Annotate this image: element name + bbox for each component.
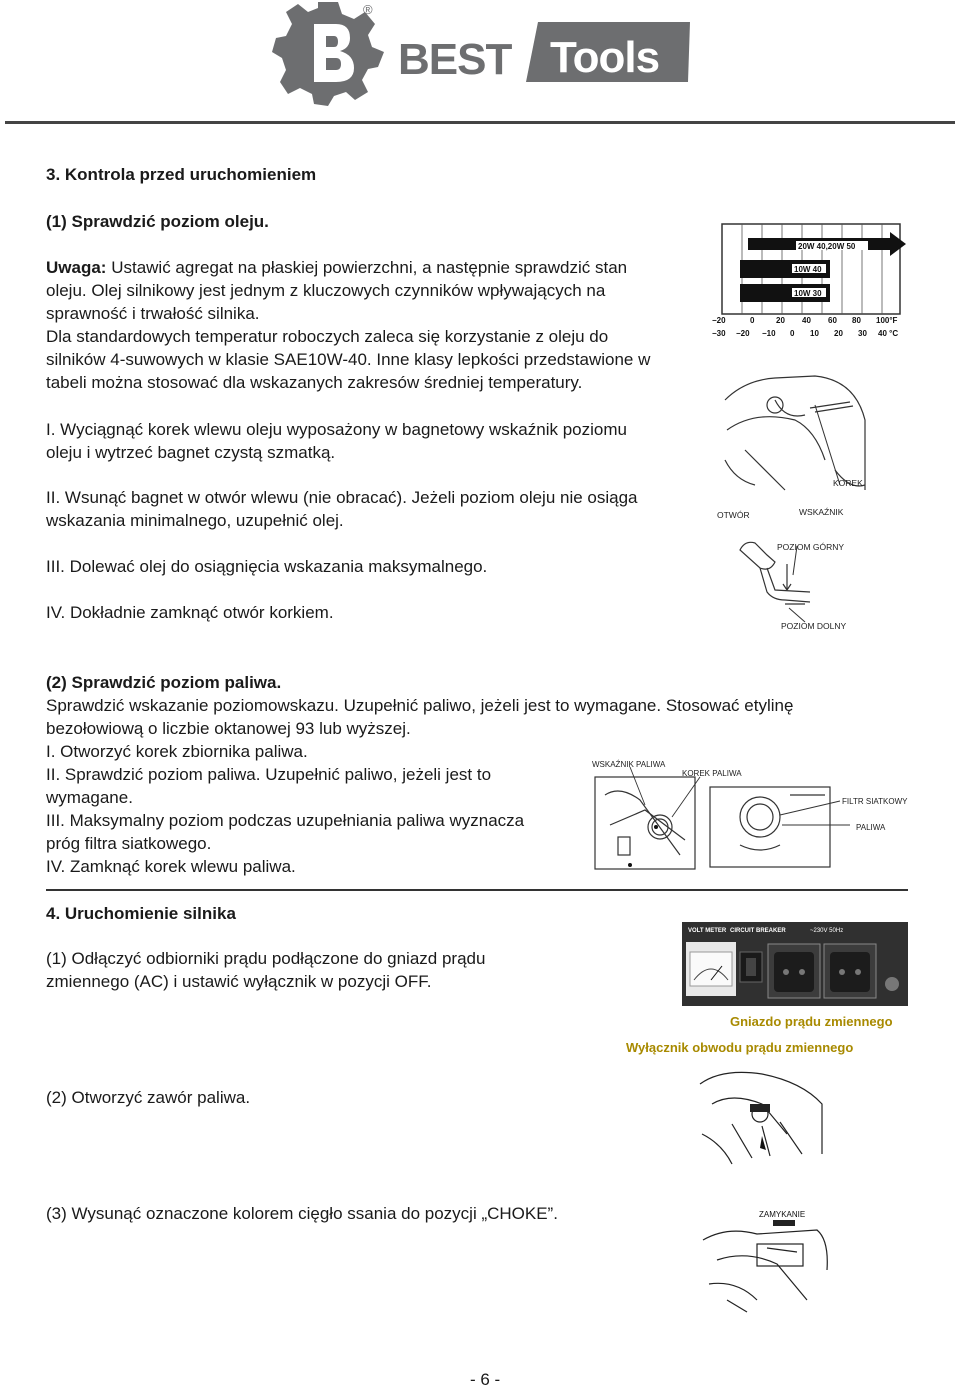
label-wylacznik: Wyłącznik obwodu prądu zmiennego (626, 1040, 854, 1055)
panel-label-volt: VOLT METER (688, 928, 727, 934)
oil-step-2 (46, 486, 638, 532)
fuel-line-5: III. Maksymalny poziom podczas uzupełniania paliwa wyznacza (46, 811, 525, 830)
section-divider (46, 889, 908, 891)
fuel-heading: (2) Sprawdzić poziom paliwa. (46, 673, 282, 692)
f-tick-4: 60 (828, 316, 837, 325)
start-step-1 (46, 947, 485, 993)
oil-step-3: III. Dolewać olej do osiągnięcia wskazania maksymalnego. (46, 557, 488, 576)
f-tick-3: 40 (802, 316, 811, 325)
note-line-1: oleju. Olej silnikowy jest jednym z kluczowych czynników wpływających na (46, 281, 606, 300)
label-wskaznik: WSKAŹNIK (799, 507, 844, 517)
label-gniazdo: Gniazdo prądu zmiennego (730, 1014, 893, 1029)
section4-title: 4. Uruchomienie silnika (46, 904, 236, 923)
note-line-0: Ustawić agregat na płaskiej powierzchni, a następnie sprawdzić stan (106, 258, 628, 277)
best-tools-logo (270, 0, 700, 110)
label-filtr-siatkowy: FILTR SIATKOWY (842, 797, 908, 806)
oil-heading: (1) Sprawdzić poziom oleju. (46, 212, 269, 231)
fuel-line-1: bezołowiową o liczbie oktanowej 93 lub wyższej. (46, 719, 411, 738)
header-divider (5, 121, 955, 124)
oil-step-1 (46, 418, 627, 464)
oil-step-4: IV. Dokładnie zamknąć otwór korkiem. (46, 603, 334, 622)
label-korek: KOREK (833, 478, 863, 488)
page-number: - 6 - (470, 1370, 501, 1389)
c-tick-6: 30 (858, 329, 867, 338)
f-tick-0: −20 (712, 316, 726, 325)
choke-photo (697, 1200, 837, 1318)
fuel-line-0: Sprawdzić wskazanie poziomowskazu. Uzupełnić paliwo, jeżeli jest to wymagane. Stosować etylinę (46, 696, 794, 715)
c-tick-7: 40 °C (878, 329, 899, 338)
bar-label-10w30: 10W 30 (794, 289, 822, 298)
c-tick-5: 20 (834, 329, 843, 338)
note-line-2: sprawność i trwałość silnika. (46, 304, 260, 323)
label-otwor: OTWÓR (717, 510, 750, 520)
note-label: Uwaga: (46, 258, 107, 277)
brand-word-tools: Tools (550, 33, 660, 82)
start-step-1-line-1: zmiennego (AC) i ustawić wyłącznik w pozycji OFF. (46, 972, 432, 991)
fuel-line-3: II. Sprawdzić poziom paliwa. Uzupełnić paliwo, jeżeli jest to (46, 765, 492, 784)
header (0, 0, 960, 125)
f-tick-1: 0 (750, 316, 755, 325)
fuel-line-4: wymagane. (46, 788, 133, 807)
note-line-4: silników 4-suwowych w klasie SAE10W-40. Inne klasy lepkości przedstawione w (46, 350, 651, 369)
oil-note (46, 256, 696, 394)
oil-step-2-line-0: II. Wsunąć bagnet w otwór wlewu (nie obracać). Jeżeli poziom oleju nie osiąga (46, 488, 638, 507)
panel-label-breaker: CIRCUIT BREAKER (730, 928, 786, 934)
fuel-line-7: IV. Zamknąć korek wlewu paliwa. (46, 857, 296, 876)
f-tick-2: 20 (776, 316, 785, 325)
brand-word-best: BEST (398, 35, 512, 84)
c-tick-2: −10 (762, 329, 776, 338)
label-zamykanie: ZAMYKANIE (759, 1210, 806, 1219)
panel-label-ac: ~230V 50Hz (810, 928, 844, 934)
bar-label-10w40: 10W 40 (794, 265, 822, 274)
label-poziom-dolny: POZIOM DOLNY (781, 621, 847, 631)
note-line-5: tabeli można stosować dla wskazanych zakresów średniej temperatury. (46, 373, 583, 392)
note-line-3: Dla standardowych temperatur roboczych zaleca się korzystanie z oleju do (46, 327, 609, 346)
label-korek-paliwa: KOREK PALIWA (682, 769, 742, 778)
label-poziom-gorny: POZIOM GÓRNY (777, 542, 845, 552)
start-step-3: (3) Wysunąć oznaczone kolorem cięgło ssania do pozycji „CHOKE”. (46, 1204, 558, 1223)
fuel-line-2: I. Otworzyć korek zbiornika paliwa. (46, 742, 308, 761)
brand-reg-mark: ® (363, 2, 373, 17)
c-tick-1: −20 (736, 329, 750, 338)
fuel-valve-photo (692, 1064, 832, 1168)
label-wskaznik-paliwa: WSKAŹNIK PALIWA (592, 760, 666, 769)
oil-viscosity-chart (710, 222, 910, 342)
f-tick-5: 80 (852, 316, 861, 325)
start-step-1-line-0: (1) Odłączyć odbiorniki prądu podłączone do gniazd prądu (46, 949, 486, 968)
oil-step-2-line-1: wskazania minimalnego, uzupełnić olej. (46, 511, 344, 530)
start-step-2: (2) Otworzyć zawór paliwa. (46, 1088, 251, 1107)
label-paliwa: PALIWA (856, 823, 886, 832)
fuel-gauge-illustration (590, 755, 910, 875)
oil-step-1-line-0: I. Wyciągnąć korek wlewu oleju wyposażony w bagnetowy wskaźnik poziomu (46, 420, 627, 439)
c-tick-4: 10 (810, 329, 819, 338)
section3-title: 3. Kontrola przed uruchomieniem (46, 165, 317, 184)
c-tick-3: 0 (790, 329, 795, 338)
dipstick-illustration (715, 360, 895, 640)
bar-label-20w: 20W 40,20W 50 (798, 242, 856, 251)
fuel-line-6: próg filtra siatkowego. (46, 834, 212, 853)
oil-step-1-line-1: oleju i wytrzeć bagnet czystą szmatką. (46, 443, 336, 462)
c-tick-0: −30 (712, 329, 726, 338)
f-tick-6: 100°F (876, 316, 898, 325)
control-panel-photo (682, 922, 908, 1006)
